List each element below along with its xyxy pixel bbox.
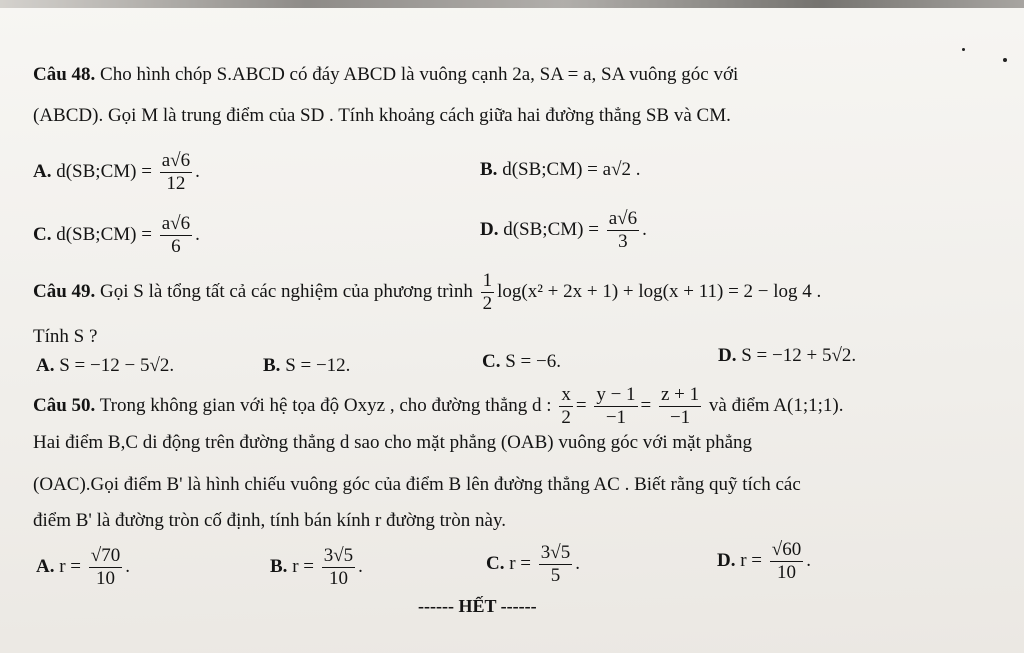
q50-fraction-x <box>559 385 573 428</box>
q50-stem-pre: Trong không gian với hệ tọa độ Oxyz , cho đường thẳng d : <box>99 394 552 416</box>
q50-option-d: D. r = $\frac{√60}{10}$ . <box>717 539 811 583</box>
q49-option-a-text: S = −12 − 5√2. <box>59 355 175 376</box>
q50-stem-line2: Hai điểm B,C di động trên đường thẳng d sao cho mặt phẳng (OAB) vuông góc với mặt phẳng <box>33 432 753 453</box>
fraction-numerator: a√6 <box>608 208 638 229</box>
q50-line1: Câu 50. Trong không gian với hệ tọa độ Oxyz , cho đường thẳng d : $\frac{x}{2}$ = $\frac{y - 1}{-1}$ = $\frac{z + 1}{-1}$ và điểm A(1;1;1). <box>33 384 844 428</box>
q50-option-b-lhs: r = <box>292 555 314 577</box>
q49-stem-pre: Gọi S là tổng tất cả các nghiệm của phương trình <box>100 280 473 302</box>
fraction-denominator: 2 <box>561 406 571 428</box>
q48-option-a-lhs: d(SB;CM) = <box>56 160 152 182</box>
q48-option-d-label: D. <box>480 218 499 240</box>
q50-option-b-label: B. <box>270 555 288 577</box>
q50-option-a: A. r = $\frac{√70}{10}$ . <box>36 545 130 589</box>
q49-option-a <box>36 355 174 377</box>
q49-equation: log(x² + 2x + 1) + log(x + 11) = 2 − log 4 . <box>497 280 822 302</box>
q48-line1 <box>33 64 738 86</box>
q50-option-b-fraction <box>322 546 355 589</box>
q50-fraction-y <box>594 385 637 428</box>
q50-option-b: B. r = $\frac{3√5}{10}$ . <box>270 545 363 589</box>
q50-option-d-fraction <box>770 540 803 583</box>
fraction-denominator: −1 <box>669 406 691 428</box>
q48-option-a: A. d(SB;CM) = $\frac{a√6}{12}$ . <box>33 150 200 194</box>
q49-option-c <box>482 351 561 373</box>
fraction-numerator: 3√5 <box>323 545 354 566</box>
fraction-denominator: 10 <box>96 567 115 589</box>
q49-option-b <box>263 355 350 377</box>
q50-number: Câu 50. <box>33 394 96 416</box>
fraction-numerator: 3√5 <box>540 542 571 563</box>
q48-option-d-fraction <box>607 209 639 252</box>
q49-option-d-text: S = −12 + 5√2. <box>741 345 857 366</box>
fraction-denominator: 5 <box>550 564 561 586</box>
q48-option-c-label: C. <box>33 223 52 245</box>
fraction-numerator: 1 <box>482 270 493 291</box>
fraction-denominator: 12 <box>166 172 186 194</box>
fraction-denominator: 2 <box>482 292 493 314</box>
q50-option-c: C. r = $\frac{3√5}{5}$ . <box>486 542 580 586</box>
q48-option-d: D. d(SB;CM) = $\frac{a√6}{3}$ . <box>480 208 647 252</box>
q48-option-c-fraction <box>160 214 192 257</box>
q48-option-a-label: A. <box>33 160 52 182</box>
q50-option-c-label: C. <box>486 552 505 574</box>
fraction-denominator: 3 <box>618 230 628 252</box>
q50-fraction-z <box>659 385 701 428</box>
q49-option-c-label: C. <box>482 351 501 372</box>
q50-stem-post: và điểm A(1;1;1). <box>708 394 844 416</box>
q49-half-fraction <box>481 271 495 314</box>
q50-option-c-fraction <box>539 543 572 586</box>
q50-option-c-lhs: r = <box>509 552 532 574</box>
q48-option-c: C. d(SB;CM) = $\frac{a√6}{6}$ . <box>33 213 200 257</box>
q49-option-b-label: B. <box>263 355 281 376</box>
fraction-numerator: a√6 <box>161 213 191 234</box>
scan-speck <box>962 48 965 51</box>
end-marker: ------ HẾT ------ <box>418 596 537 616</box>
q48-option-b-label: B. <box>480 159 498 180</box>
fraction-denominator: 10 <box>328 567 348 589</box>
fraction-denominator: 10 <box>777 561 796 583</box>
q49-stem-line2: Tính S ? <box>33 326 98 347</box>
q50-option-a-lhs: r = <box>59 555 82 577</box>
q49-option-d-label: D. <box>718 345 737 366</box>
q49-line1 <box>33 271 821 314</box>
q49-option-c-text: S = −6. <box>505 351 561 372</box>
q50-stem-line3: (OAC).Gọi điểm B' là hình chiếu vuông góc của điểm B lên đường thẳng AC . Biết rằng quỹ tích các <box>33 474 801 495</box>
fraction-numerator: y − 1 <box>596 384 636 405</box>
q49-option-d <box>718 345 856 367</box>
q50-stem-line4: điểm B' là đường tròn cố định, tính bán kính r đường tròn này. <box>33 510 506 531</box>
fraction-denominator: −1 <box>605 406 627 428</box>
q48-option-b <box>480 159 641 181</box>
q49-option-a-label: A. <box>36 355 55 376</box>
q50-option-a-label: A. <box>36 555 55 577</box>
fraction-numerator: z + 1 <box>661 384 700 405</box>
q48-option-c-lhs: d(SB;CM) = <box>56 223 152 245</box>
q48-stem-line2: (ABCD). Gọi M là trung điểm của SD . Tính khoảng cách giữa hai đường thẳng SB và CM. <box>33 105 731 126</box>
q48-option-b-text: d(SB;CM) = a√2 . <box>502 159 641 180</box>
q48-option-a-fraction <box>160 151 192 194</box>
q48-number: Câu 48. <box>33 64 96 85</box>
fraction-denominator: 6 <box>171 235 181 257</box>
q49-number: Câu 49. <box>33 280 96 302</box>
fraction-numerator: √70 <box>90 545 121 566</box>
q50-option-a-fraction <box>89 546 122 589</box>
q50-option-d-lhs: r = <box>740 549 763 571</box>
scan-edge <box>0 0 1024 8</box>
q48-stem-line1: Cho hình chóp S.ABCD có đáy ABCD là vuông cạnh 2a, SA = a, SA vuông góc với <box>100 64 739 85</box>
q48-option-d-lhs: d(SB;CM) = <box>503 218 599 240</box>
q49-option-b-text: S = −12. <box>285 355 351 376</box>
fraction-numerator: a√6 <box>161 150 191 171</box>
q50-option-d-label: D. <box>717 549 736 571</box>
fraction-numerator: x <box>561 384 571 405</box>
scan-speck <box>1003 58 1007 62</box>
fraction-numerator: √60 <box>771 539 802 560</box>
